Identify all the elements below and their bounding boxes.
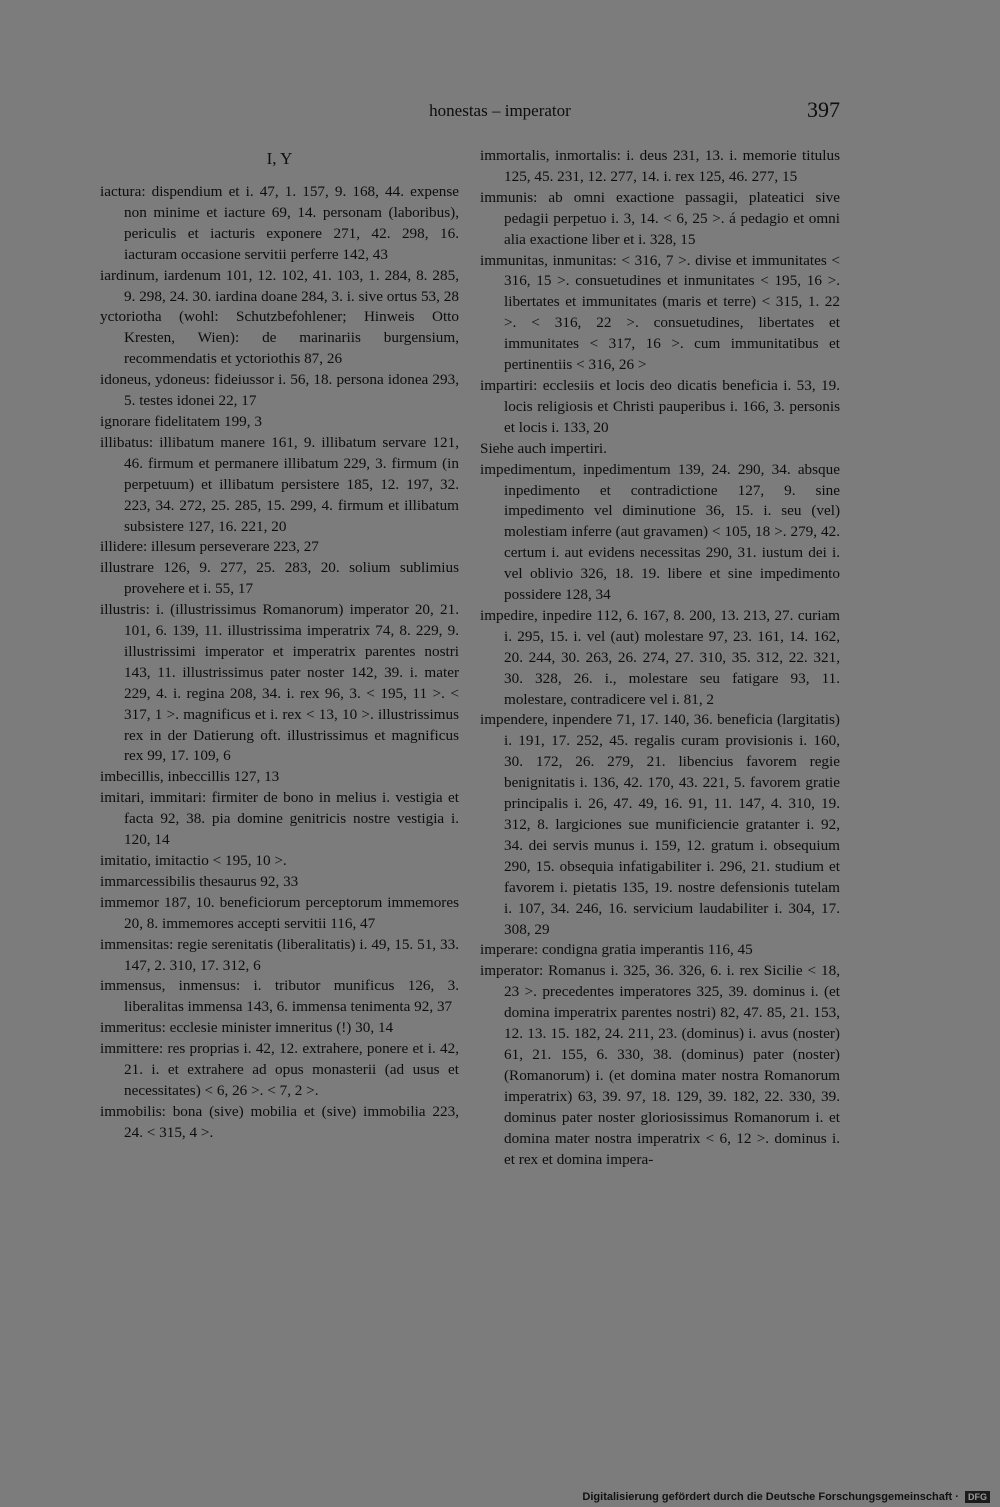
index-entry: illibatus: illibatum manere 161, 9. illibatum servare 121, 46. firmum et permanere illibatum 229, 3. firmum (in perpetuum) et illibatum persistere 185, 12. 197, 32. 223, 34. 272, 25. 285, 15. 299, 4. firmum et illibatum subsistere 127, 16. 221, 20 — [100, 433, 459, 535]
running-header: honestas – imperator — [429, 101, 571, 120]
index-entry: impendere, inpendere 71, 17. 140, 36. beneficia (largitatis) i. 191, 17. 252, 45. regalis curam provisionis i. 160, 30. 172, 26. 279, 21. libencius favorem regie benignitatis i. 136, 42. 170, 43. 221, 5. favorem gratie principalis i. 26, 47. 49, 16. 91, 11. 147, 4. 310, 19. 312, 8. largiciones sue munificiencie gratanter i. 92, 34. dei servis munus i. 159, 12. gratum i. obsequium 290, 15. obsequia infatigabiliter i. 296, 21. studium et favorem i. pietatis 135, 19. nostre defensionis tutelam i. 107, 34. 246, 16. servicium laudabiliter i. 304, 17. 308, 29 — [480, 711, 840, 938]
index-entry: illidere: illesum perseverare 223, 27 — [100, 538, 319, 556]
footer-credit — [560, 1491, 990, 1503]
right-entries — [480, 146, 840, 1170]
section-heading: I, Y — [266, 149, 293, 168]
index-entry: immunis: ab omni exactione passagii, plateatici sive pedagii perpetuo i. 3, 14. < 6, 25 >. á pedagio et omni alia exactione liber et i. 328, 15 — [480, 188, 840, 248]
index-entry: immittere: res proprias i. 42, 12. extrahere, ponere et i. 42, 21. i. et extrahere ad opus monasterii (ad usus et necessitates) < 6, 26 >. < 7, 2 >. — [100, 1040, 459, 1099]
index-entry: immemor 187, 10. beneficiorum perceptorum immemores 20, 8. immemores accepti servitii 116, 47 — [100, 893, 459, 932]
index-entry: yctoriotha (wohl: Schutzbefohlener; Hinweis Otto Kresten, Wien): de marinariis burgensium, recommendatis et yctoriothis 87, 26 — [100, 308, 459, 368]
index-entry: illustrare 126, 9. 277, 25. 283, 20. solium sublimius provehere et i. 55, 17 — [100, 559, 459, 598]
footer-text: Digitalisierung gefördert durch die Deutsche Forschungsgemeinschaft · — [582, 1491, 959, 1503]
index-entry: imitatio, imitactio < 195, 10 >. — [100, 852, 287, 869]
index-entry: impedimentum, inpedimentum 139, 24. 290, 34. absque inpedimento et contradictione 127, 9. sine impedimento vel diminutione 36, 15. i. seu (vel) molestiam inferre (aut gravamen) < 105, 18 >. 279, 42. certum i. aut evidens necessitas 290, 31. iustum dei i. vel oblivio 326, 18. 19. libere et sine impedimento possidere 128, 34 — [480, 460, 840, 604]
index-entry: ignorare fidelitatem 199, 3 — [100, 412, 262, 430]
index-entry: impedire, inpedire 112, 6. 167, 8. 200, 13. 213, 27. curiam i. 295, 15. i. vel (aut) molestare 97, 23. 161, 14. 162, 20. 244, 30. 263, 26. 274, 27. 310, 35. 312, 22. 321, 30. 328, 26. i., molestare seu fatigare 93, 11. molestare, contradicere vel i. 81, 2 — [480, 606, 840, 708]
index-entry: idoneus, ydoneus: fideiussor i. 56, 18. persona idonea 293, 5. testes idonei 22, 17 — [100, 371, 459, 410]
right-column — [480, 146, 840, 1170]
index-entry: illustris: i. (illustrissimus Romanorum) imperator 20, 21. 101, 6. 139, 11. illustrissima imperatrix 74, 8. 229, 9. illustrissimi imperator et imperatrix parentes nostri 143, 11. illustrissimus pater noster 142, 39. i. mater 229, 4. i. regina 208, 34. i. rex 96, 3. < 195, 11 >. < 317, 1 >. magnificus et i. rex < 13, 10 >. illustrissimus rex in der Datierung oft. illustrissimus et magnificus rex 99, 17. 109, 6 — [100, 601, 459, 765]
index-entry: iactura: dispendium et i. 47, 1. 157, 9. 168, 44. expense non minime et iacture 69, 14. personam (laboribus), periculis et iacturis exponere 271, 42. 298, 16. iacturam occasione servitii perferre 142, 43 — [100, 183, 459, 263]
index-entry: immarcessibilis thesaurus 92, 33 — [100, 872, 299, 890]
index-entry: Siehe auch impertiri. — [480, 439, 607, 457]
index-entry: immortalis, inmortalis: i. deus 231, 13. i. memorie titulus 125, 45. 231, 12. 277, 14. i. rex 125, 46. 277, 15 — [480, 147, 840, 185]
index-entry: imbecillis, inbeccillis 127, 13 — [100, 768, 280, 786]
index-entry: imperare: condigna gratia imperantis 116, 45 — [480, 941, 753, 959]
index-entry: impartiri: ecclesiis et locis deo dicatis beneficia i. 53, 19. locis religiosis et Christi pauperibus i. 166, 3. personis et locis i. 133, 20 — [480, 376, 840, 436]
index-entry: iardinum, iardenum 101, 12. 102, 41. 103, 1. 284, 8. 285, 9. 298, 24. 30. iardina doane 284, 3. i. sive ortus 53, 28 — [100, 266, 459, 305]
index-entry: immobilis: bona (sive) mobilia et (sive) immobilia 223, 24. < 315, 4 >. — [100, 1102, 459, 1141]
index-entry: immeritus: ecclesie minister imneritus (!) 30, 14 — [100, 1019, 394, 1037]
index-entry: immunitas, inmunitas: < 316, 7 >. divise et immunitates < 316, 15 >. consuetudines et inmunitates < 195, 16 >. libertates et immunitates (maris et terre) < 315, 1. 22 >. < 316, 22 >. consuetudines, libertates et immunitates < 317, 16 >. cum immunitatibus et pertinentiis < 316, 26 > — [480, 251, 840, 374]
left-entries — [100, 182, 459, 1144]
left-column — [100, 146, 459, 1144]
page-number: 397 — [807, 97, 840, 122]
index-entry: imperator: Romanus i. 325, 36. 326, 6. i. rex Sicilie < 18, 23 >. precedentes imperatores 325, 39. dominus i. (et domina imperatrix parentes nostri) 82, 47. 85, 21. 153, 12. 13. 15. 182, 24. 211, 23. (dominus) i. avus (noster) 61, 21. 155, 6. 330, 38. (dominus) pater (noster) (Romanorum) i. (et domina mater nostra Romanorum imperatrix) 63, 39. 97, 18. 129, 39. 182, 22. 330, 39. dominus pater noster gloriosissimus Romanorum i. et domina mater nostra imperatrix < 6, 12 >. dominus i. et rex et domina impera- — [480, 962, 840, 1168]
dfg-logo: DFG — [965, 1491, 990, 1503]
index-entry: imitari, immitari: firmiter de bono in melius i. vestigia et facta 92, 38. pia domine genitricis nostre vestigia i. 120, 14 — [100, 789, 459, 849]
index-entry: immensitas: regie serenitatis (liberalitatis) i. 49, 15. 51, 33. 147, 2. 310, 17. 312, 6 — [100, 935, 459, 974]
index-entry: immensus, inmensus: i. tributor munificus 126, 3. liberalitas immensa 143, 6. immensa tenimenta 92, 37 — [100, 977, 459, 1016]
